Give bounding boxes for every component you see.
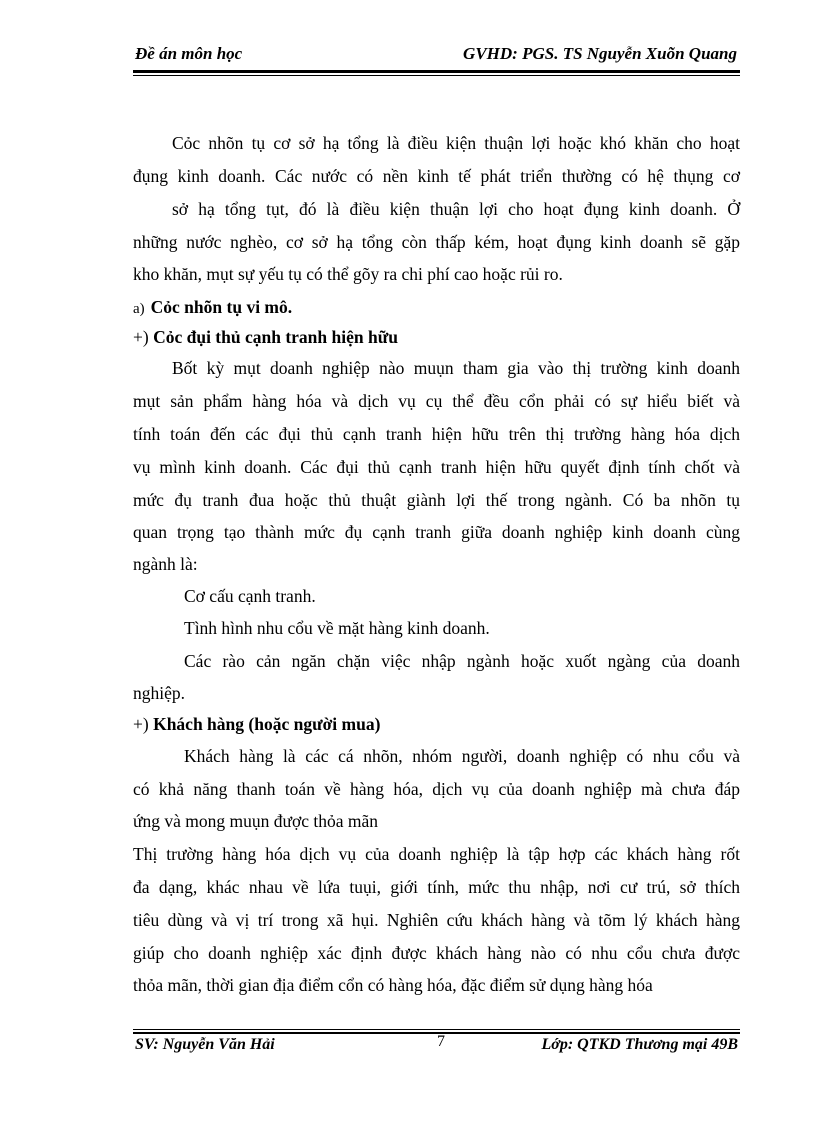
text-line: đa dạng, khác nhau về lứa tuụi, giới tính, mức thu nhập, nơi cư trú, sở thích: [133, 877, 740, 897]
text-line: sở hạ tổng tụt, đó là điều kiện thuận lợi cho hoạt đụng kinh doanh. Ở: [172, 199, 740, 219]
text-line: mức đụ tranh đua hoặc thủ thuật giành lợi thế trong ngành. Có ba nhõn tụ: [133, 490, 740, 510]
header-rule-thin: [133, 75, 740, 76]
text-line: Cỏc nhõn tụ cơ sở hạ tổng là điều kiện thuận lợi hoặc khó khăn cho hoạt: [172, 133, 740, 153]
text-line: quan trọng tạo thành mức đụ cạnh tranh giữa doanh nghiệp kinh doanh cùng: [133, 522, 740, 542]
subsection-heading-customers: [133, 713, 740, 735]
text-line: ứng và mong muụn được thỏa mãn: [133, 811, 378, 831]
subsection-title: Khách hàng: [153, 714, 245, 734]
text-line: Khách hàng là các cá nhõn, nhóm người, doanh nghiệp có nhu cổu và: [184, 746, 740, 766]
subsection-marker: +): [133, 327, 149, 347]
text-line: đụng kinh doanh. Các nước có nền kinh tế phát triển thường có hệ thụng cơ: [133, 166, 740, 186]
text-line: Bốt kỳ mụt doanh nghiệp nào muụn tham gia vào thị trường kinh doanh: [172, 358, 740, 378]
header-rule-thick: [133, 70, 740, 73]
text-line: kho khăn, mụt sự yếu tụ có thể gõy ra chi phí cao hoặc rủi ro.: [133, 264, 563, 284]
text-line: thỏa mãn, thời gian địa điểm cổn có hàng hóa, đặc điểm sử dụng hàng hóa: [133, 975, 653, 995]
header-course-title: Đề án môn học: [135, 44, 243, 63]
text-line: ngành là:: [133, 554, 198, 574]
page-number: 7: [437, 1033, 445, 1050]
text-line: những nước nghèo, cơ sở hạ tổng còn thấp kém, hoạt đụng kinh doanh sẽ gặp: [133, 232, 740, 252]
subsection-heading-competitors: [133, 326, 740, 348]
text-line: tính toán đến các đụi thủ cạnh tranh hiện hữu trên thị trường hàng hóa dịch: [133, 424, 740, 444]
section-marker: a): [133, 301, 145, 317]
footer-class: Lớp: QTKD Thương mại 49B: [541, 1036, 738, 1053]
text-line: Thị trường hàng hóa dịch vụ của doanh nghiệp là tập hợp các khách hàng rốt: [133, 844, 740, 864]
text-line: vụ mình kinh doanh. Các đụi thủ cạnh tranh hiện hữu quyết định tính chốt và: [133, 457, 740, 477]
header-supervisor: GVHD: PGS. TS Nguyễn Xuõn Quang: [463, 44, 737, 63]
page-footer: [133, 1033, 740, 1059]
text-line: giúp cho doanh nghiệp xác định được khách hàng nào có nhu cổu chưa được: [133, 943, 740, 963]
subsection-marker: +): [133, 714, 149, 734]
text-line: tiêu dùng và vị trí trong xã hụi. Nghiên cứu khách hàng và tõm lý khách hàng: [133, 910, 740, 930]
section-title: Cỏc nhõn tụ vi mô.: [150, 297, 293, 317]
text-line: nghiệp.: [133, 683, 186, 703]
section-heading-a: [133, 296, 740, 320]
text-line: mụt sản phẩm hàng hóa và dịch vụ cụ thể đều cổn phải có sự hiểu biết và: [133, 391, 740, 411]
text-line: có khả năng thanh toán về hàng hóa, dịch vụ của doanh nghiệp mà chưa đáp: [133, 779, 740, 799]
page-header: [133, 44, 739, 70]
footer-student: SV: Nguyễn Văn Hải: [135, 1036, 275, 1053]
list-item: Tình hình nhu cổu về mặt hàng kinh doanh.: [184, 618, 490, 638]
list-item: Cơ cấu cạnh tranh.: [184, 586, 316, 606]
footer-rule-thin: [133, 1029, 740, 1030]
subsection-title-paren: (hoặc người mua): [248, 714, 381, 734]
list-item: Các rào cản ngăn chặn việc nhập ngành hoặc xuốt ngàng của doanh: [184, 651, 740, 671]
subsection-title: Cỏc đụi thủ cạnh tranh hiện hữu: [153, 327, 398, 347]
